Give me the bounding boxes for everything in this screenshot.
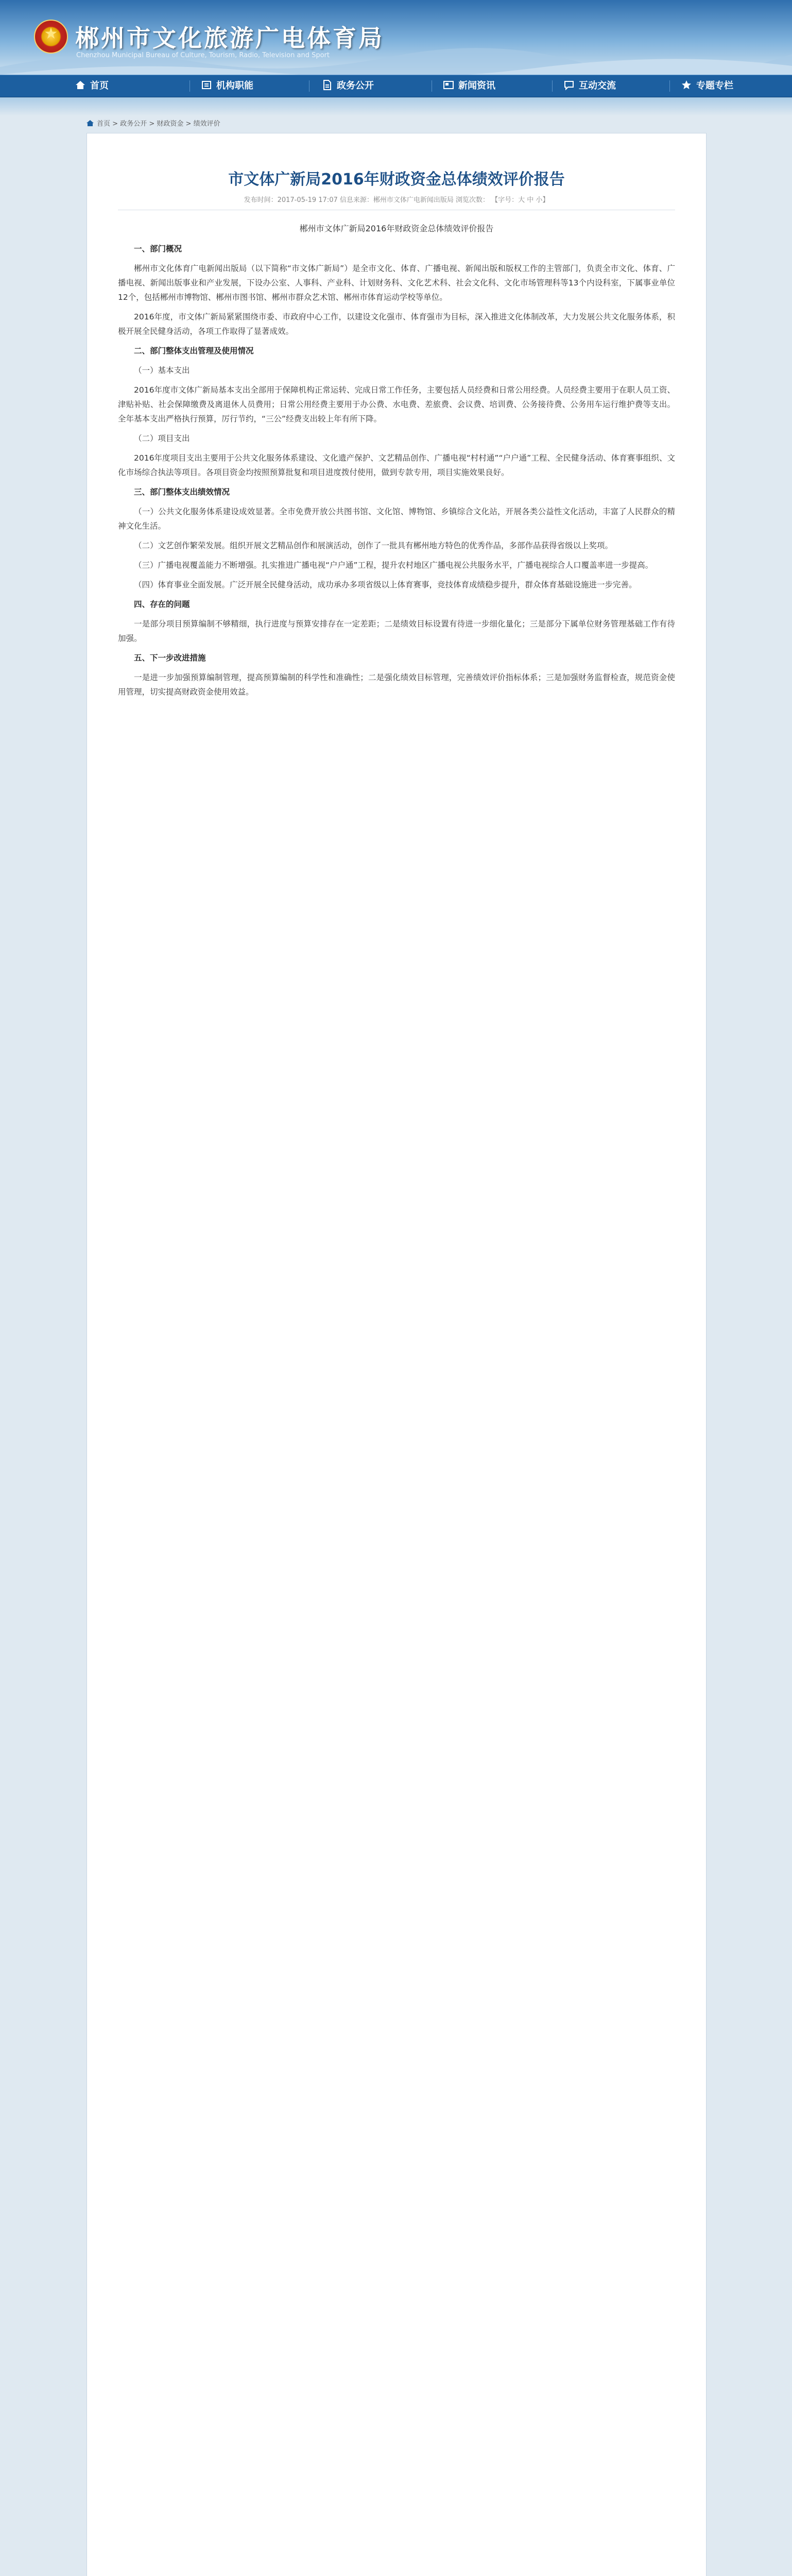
breadcrumb: 首页 > 政务公开 > 财政资金 > 绩效评价 [87, 116, 705, 132]
home-icon [75, 79, 86, 91]
nav-label: 机构职能 [216, 80, 253, 91]
body-paragraph: 2016年度市文体广新局基本支出全部用于保障机构正常运转、完成日常工作任务，主要包括人员经费和日常公用经费。人员经费主要用于在职人员工资、津贴补贴、社会保障缴费及离退休人员费用；日常公用经费主要用于办公费、水电费、差旅费、会议费、培训费、公务接待费、公务用车运行维护费等支出。全年基本支出严格执行预算，厉行节约，“三公”经费支出较上年有所下降。 [118, 385, 675, 423]
article-title: 市文体广新局2016年财政资金总体绩效评价报告 [228, 171, 565, 189]
article-body [118, 242, 675, 2576]
body-paragraph: （四）体育事业全面发展。广泛开展全民健身活动，成功承办多项省级以上体育赛事，竞技体育成绩稳步提升，群众体育基础设施进一步完善。 [134, 580, 637, 589]
nav-label: 互动交流 [579, 80, 616, 91]
body-paragraph: 2016年度项目支出主要用于公共文化服务体系建设、文化遗产保护、文艺精品创作、广播电视“村村通”“户户通”工程、全民健身活动、体育赛事组织、文化市场综合执法等项目。各项目资金均按照预算批复和项目进度拨付使用，做到专款专用，项目实施效果良好。 [118, 453, 675, 477]
nav-divider [552, 80, 553, 92]
organization-icon [201, 79, 212, 91]
body-paragraph: 郴州市文化体育广电新闻出版局（以下简称“市文体广新局”）是全市文化、体育、广播电视、新闻出版和版权工作的主管部门，负责全市文化、体育、广播电视、新闻出版事业和产业发展，下设办公室、人事科、产业科、计划财务科、文化艺术科、社会文化科、文化市场管理科等13个内设科室，下属事业单位12个，包括郴州市博物馆、郴州市图书馆、郴州市群众艺术馆、郴州市体育运动学校等单位。 [118, 264, 675, 302]
nav-divider [669, 80, 670, 92]
section-heading: 一、部门概况 [134, 244, 182, 253]
section-heading: 五、下一步改进措施 [134, 653, 206, 663]
nav-item-special-topics[interactable] [681, 75, 733, 97]
nav-label: 新闻资讯 [458, 80, 495, 91]
breadcrumb-link-government-affairs[interactable]: 政务公开 [120, 120, 147, 128]
main-nav [0, 75, 792, 98]
body-paragraph: 一是进一步加强预算编制管理，提高预算编制的科学性和准确性；二是强化绩效目标管理，完善绩效评价指标体系；三是加强财务监督检查，规范资金使用管理，切实提高财政资金使用效益。 [118, 673, 675, 697]
breadcrumb-link-evaluation[interactable]: 绩效评价 [193, 120, 220, 128]
breadcrumb-link-home[interactable]: 首页 [97, 120, 111, 128]
nav-label: 专题专栏 [696, 80, 733, 91]
site-header [0, 0, 792, 75]
body-paragraph: 2016年度，市文体广新局紧紧围绕市委、市政府中心工作，以建设文化强市、体育强市为目标，深入推进文化体制改革，大力发展公共文化服务体系，积极开展全民健身活动，各项工作取得了显著成效。 [118, 312, 675, 336]
document-icon [321, 79, 333, 91]
nav-item-news[interactable] [443, 75, 495, 97]
section-heading: 四、存在的问题 [134, 600, 190, 609]
body-paragraph: （一）公共文化服务体系建设成效显著。全市免费开放公共图书馆、文化馆、博物馆、乡镇综合文化站，开展各类公益性文化活动，丰富了人民群众的精神文化生活。 [118, 507, 675, 531]
chat-icon [563, 79, 575, 91]
nav-item-government-affairs[interactable] [321, 75, 374, 97]
national-emblem-logo[interactable] [34, 20, 68, 54]
body-paragraph: （三）广播电视覆盖能力不断增强。扎实推进广播电视“户户通”工程，提升农村地区广播电视公共服务水平，广播电视综合人口覆盖率进一步提高。 [134, 561, 653, 570]
section-heading: 二、部门整体支出管理及使用情况 [134, 346, 254, 355]
nav-item-interaction[interactable] [563, 75, 616, 97]
news-icon [443, 79, 454, 91]
breadcrumb-link-finance[interactable]: 财政资金 [157, 120, 184, 128]
body-paragraph: （二）文艺创作繁荣发展。组织开展文艺精品创作和展演活动，创作了一批具有郴州地方特色的优秀作品，多部作品获得省级以上奖项。 [134, 541, 613, 550]
nav-label: 首页 [90, 80, 109, 91]
nav-label: 政务公开 [337, 80, 374, 91]
site-title[interactable]: 郴州市文化旅游广电体育局 [75, 24, 384, 52]
article-container [87, 133, 707, 2576]
body-paragraph: （二）项目支出 [134, 434, 190, 443]
article-meta: 发布时间：2017-05-19 17:07 信息来源：郴州市文体广电新闻出版局 浏览次数： 【字号：大 中 小】 [244, 196, 549, 204]
nav-item-home[interactable] [75, 75, 109, 97]
nav-item-organization[interactable] [201, 75, 253, 97]
star-icon [681, 79, 692, 91]
home-icon [87, 120, 94, 126]
banner-strip [0, 97, 792, 116]
document-heading: 郴州市文体广新局2016年财政资金总体绩效评价报告 [299, 224, 494, 233]
section-heading: 三、部门整体支出绩效情况 [134, 487, 230, 497]
site-subtitle: Chenzhou Municipal Bureau of Culture, Tourism, Radio, Television and Sport [76, 52, 330, 59]
body-paragraph: 一是部分项目预算编制不够精细，执行进度与预算安排存在一定差距；二是绩效目标设置有待进一步细化量化；三是部分下属单位财务管理基础工作有待加强。 [118, 619, 675, 643]
body-paragraph: （一）基本支出 [134, 366, 190, 375]
